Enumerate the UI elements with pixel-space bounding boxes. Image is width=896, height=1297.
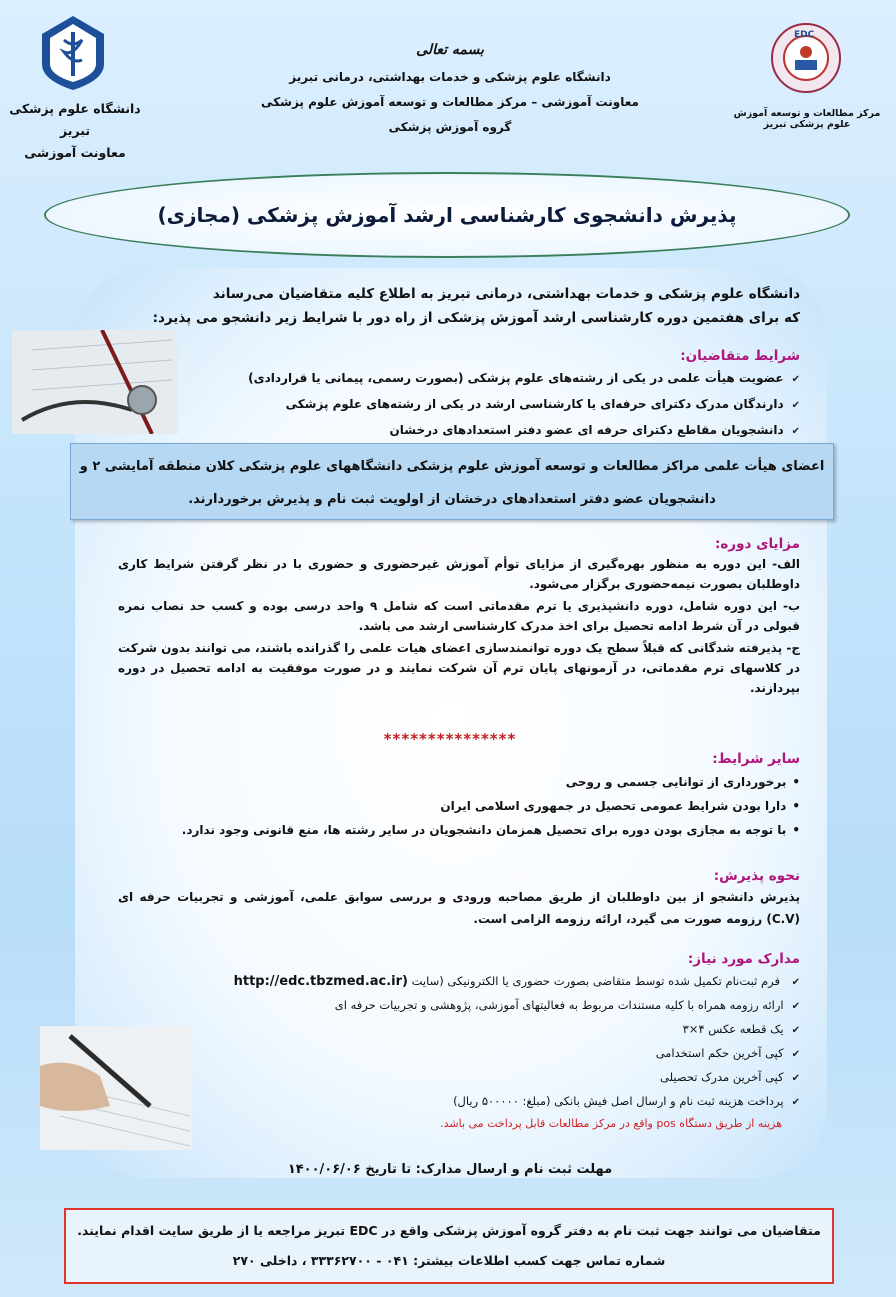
documents-title: مدارک مورد نیاز: <box>687 951 800 967</box>
applicant-conditions-title: شرایط متقاضیان: <box>680 348 800 364</box>
besmellah: بسمه تعالی <box>416 42 484 58</box>
edc-name: مرکز مطالعات و توسعه آموزش علوم پزشکی تبریز <box>733 108 881 130</box>
required-documents <box>150 948 800 1134</box>
other-conditions <box>150 748 800 842</box>
list-item: ✔ دارندگان مدرک دکترای حرفه‌ای یا کارشناسی ارشد در یکی از رشته‌های علوم پزشکی <box>200 392 800 418</box>
stethoscope-photo <box>12 330 178 434</box>
edc-logo-text: EDC <box>794 30 815 40</box>
header-line-deputy: معاونت آموزشی – مرکز مطالعات و توسعه آموزش علوم پزشکی <box>261 95 639 109</box>
university-name: دانشگاه علوم پزشکی تبریز <box>9 101 141 138</box>
other-conditions-title: سایر شرایط: <box>712 751 800 767</box>
list-item: • برخورداری از توانایی جسمی و روحی <box>150 770 800 794</box>
pen-writing-photo <box>40 1026 192 1150</box>
benefits-title: مزایای دوره: <box>714 536 800 552</box>
list-item <box>150 970 800 994</box>
intro <box>140 282 800 330</box>
priority-highlight <box>70 443 834 520</box>
list-item: ✔ دانشجویان مقاطع دکترای حرفه ای عضو دفتر استعدادهای درخشان <box>200 418 800 444</box>
pen-icon <box>40 1026 192 1150</box>
applicant-conditions <box>200 346 800 444</box>
doc-form-text: فرم ثبت‌نام تکمیل شده توسط متقاضی بصورت حضوری یا الکترونیکی (سایت <box>411 974 780 988</box>
edc-logo <box>770 22 842 98</box>
contact-line-1: متقاضیان می توانند جهت ثبت نام به دفتر گروه آموزش پزشکی واقع در EDC تبریز مراجعه یا از طریق سایت اقدام نمایند. <box>77 1223 821 1238</box>
list-item: ✔ پرداخت هزینه ثبت نام و ارسال اصل فیش بانکی (مبلغ: ۵۰۰۰۰۰ ریال) <box>150 1090 800 1114</box>
admission-title: نحوه پذیرش: <box>713 868 800 884</box>
payment-note: هزینه از طریق دستگاه pos واقع در مرکز مطالعات قابل پرداخت می باشد. <box>440 1117 782 1130</box>
list-item: • دارا بودن شرایط عمومی تحصیل در جمهوری اسلامی ایران <box>150 794 800 818</box>
highlight-line-2: دانشجویان عضو دفتر استعدادهای درخشان از اولویت ثبت نام و پذیرش برخوردارند. <box>188 492 716 507</box>
list-item: ✔ کپی آخرین مدرک تحصیلی <box>150 1066 800 1090</box>
university-logo <box>38 14 108 96</box>
page-title: پذیرش دانشجوی کارشناسی ارشد آموزش پزشکی (مجازی) <box>44 172 850 258</box>
highlight-line-1: اعضای هیأت علمی مراکز مطالعات و توسعه آموزش علوم پزشکی دانشگاههای علوم پزشکی کلان منطقه آمایشی ۲ و <box>79 459 825 474</box>
list-item: ✔ ارائه رزومه همراه با کلیه مستندات مربوط به فعالیتهای آموزشی، پژوهشی و تجربیات حرفه ای <box>150 994 800 1018</box>
university-deputy: معاونت آموزشی <box>24 145 126 160</box>
intro-line-1: دانشگاه علوم پزشکی و خدمات بهداشتی، درمانی تبریز به اطلاع کلیه متقاضیان می‌رساند <box>212 286 800 302</box>
benefit-a: الف- این دوره به منظور بهره‌گیری از مزایای توأم آموزش غیرحضوری و حضوری با در نظر گرفتن شرایط کاری داوطلبان بصورت نیمه‌حضوری برگزار می‌شود. <box>118 557 800 591</box>
university-emblem-icon <box>38 14 108 92</box>
benefit-c: ج- پذیرفته شدگانی که قبلاً سطح یک دوره توانمندسازی اعضای هیات علمی را گذرانده باشند، می توانند بدون شرکت در کلاسهای ترم مقدماتی، در آزمونهای پایان ترم آن شرکت نمایند و در صورت موفقیت به ادامه تحصیل در دوره بپردازند. <box>118 641 800 695</box>
admission-text: پذیرش دانشجو از بین داوطلبان از طریق مصاحبه ورودی و بررسی سوابق علمی، آموزشی و تجربیات حرفه ای (C.V) رزومه صورت می گیرد، ارائه رزومه الزامی است. <box>118 890 800 926</box>
edc-website-link[interactable]: http://edc.tbzmed.ac.ir) <box>233 974 408 989</box>
benefit-b: ب- این دوره شامل، دوره دانشپذیری یا ترم مقدماتی است که شامل ۹ واحد درسی بوده و کسب حد نصاب نمره قبولی در آن شرط ادامه تحصیل برای اخذ مدرک کارشناسی ارشد می باشد. <box>118 599 801 633</box>
contact-box <box>64 1208 834 1284</box>
list-item: ✔ کپی آخرین حکم استخدامی <box>150 1042 800 1066</box>
list-item: ✔ عضویت هیأت علمی در یکی از رشته‌های علوم پزشکی (بصورت رسمی، پیمانی یا قراردادی) <box>200 366 800 392</box>
registration-deadline: مهلت ثبت نام و ارسال مدارک: تا تاریخ ۱۴۰۰/۰۶/۰۶ <box>287 1162 613 1177</box>
header-line-university: دانشگاه علوم پزشکی و خدمات بهداشتی، درمانی تبریز <box>289 70 611 84</box>
stethoscope-icon <box>12 330 178 434</box>
contact-line-2: شماره تماس جهت کسب اطلاعات بیشتر: ۰۴۱ - ۳۳۳۶۲۷۰۰ ، داخلی ۲۷۰ <box>232 1253 666 1268</box>
intro-line-2: که برای هفتمین دوره کارشناسی ارشد آموزش پزشکی از راه دور با شرایط زیر دانشجو می پذیرد: <box>152 310 800 326</box>
admission <box>118 866 800 930</box>
benefits <box>118 534 800 698</box>
list-item: • با توجه به مجازی بودن دوره برای تحصیل همزمان دانشجویان در سایر رشته ها، منع قانونی وجود ندارد. <box>150 818 800 842</box>
divider-stars: *************** <box>383 730 517 748</box>
list-item: ✔ یک قطعه عکس ۴×۳ <box>150 1018 800 1042</box>
header <box>240 38 660 140</box>
header-line-group: گروه آموزش پزشکی <box>388 120 512 134</box>
